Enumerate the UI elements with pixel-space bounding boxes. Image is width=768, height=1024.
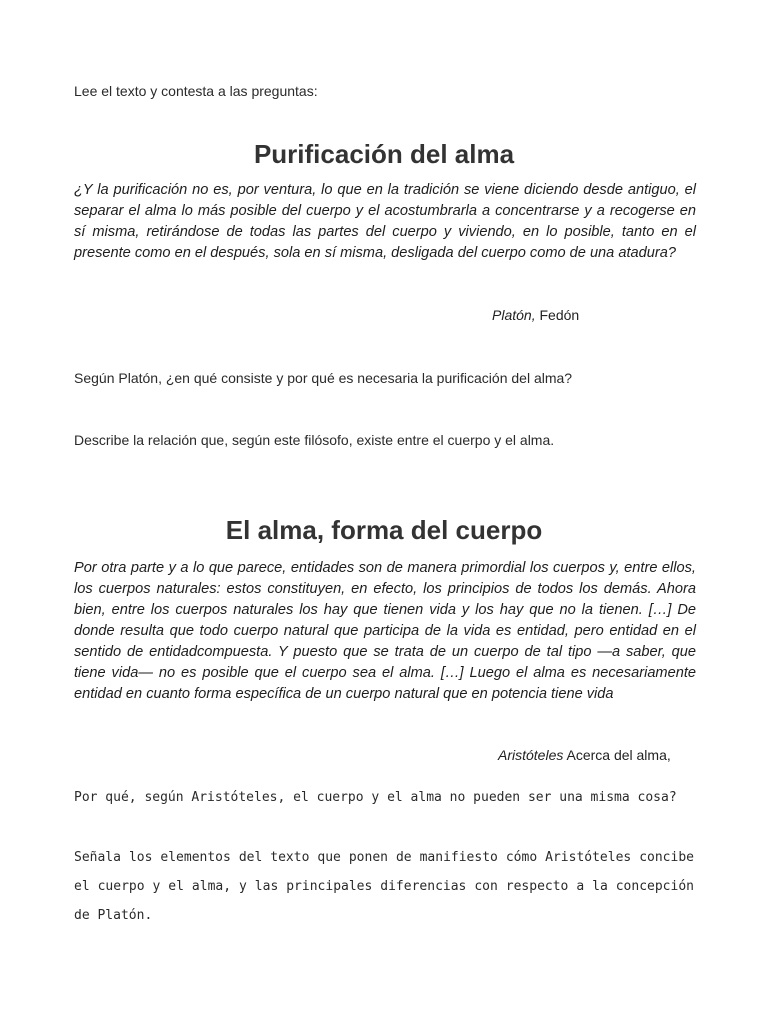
- author-name: Platón,: [492, 307, 536, 323]
- work-title: Acerca del alma,: [566, 747, 671, 763]
- attribution-aristotle: [498, 747, 671, 763]
- section-title-purification: Purificación del alma: [253, 139, 515, 169]
- quote-aristotle: Por otra parte y a lo que parece, entidades son de manera primordial los cuerpos y, entre ellos, los cuerpos naturales: estos constituyen, en efecto, los principios de todos los demás. Ahora bien, entre los cuerpos naturales los hay que tienen vida y los hay que no la tienen. […] De donde resulta que todo cuerpo natural que participa de la vida es entidad, pero entidad en el sentido de entidadcompuesta. Y puesto que se trata de un cuerpo de tal tipo —a saber, que tiene vida— no es posible que el cuerpo sea el alma. […] Luego el alma es necesariamente entidad en cuanto forma específica de un cuerpo natural que en potencia tiene vida: [74, 560, 696, 702]
- quote-plato: ¿Y la purificación no es, por ventura, lo que en la tradición se viene diciendo desde antiguo, el separar el alma lo más posible del cuerpo y el acostumbrarla a concentrarse y a recogerse en sí misma, retirándose de todas las partes del cuerpo y viviendo, en lo posible, tanto en el presente como en el después, sola en sí misma, desligada del cuerpo como de una atadura?: [74, 182, 696, 261]
- question-3: Por qué, según Aristóteles, el cuerpo y el alma no pueden ser una misma cosa?: [74, 790, 677, 805]
- question-2: Describe la relación que, según este filósofo, existe entre el cuerpo y el alma.: [74, 432, 555, 448]
- question-1: Según Platón, ¿en qué consiste y por qué es necesaria la purificación del alma?: [74, 370, 573, 386]
- attribution-plato: [492, 307, 579, 323]
- work-title: Fedón: [539, 307, 580, 323]
- question-4: Señala los elementos del texto que ponen de manifiesto cómo Aristóteles concibe el cuerpo y el alma, y las principales diferencias con respecto a la concepción de Platón.: [74, 850, 694, 923]
- instructions-text: Lee el texto y contesta a las preguntas:: [74, 83, 318, 99]
- section-title-soul-form: El alma, forma del cuerpo: [225, 515, 543, 545]
- author-name: Aristóteles: [498, 747, 564, 763]
